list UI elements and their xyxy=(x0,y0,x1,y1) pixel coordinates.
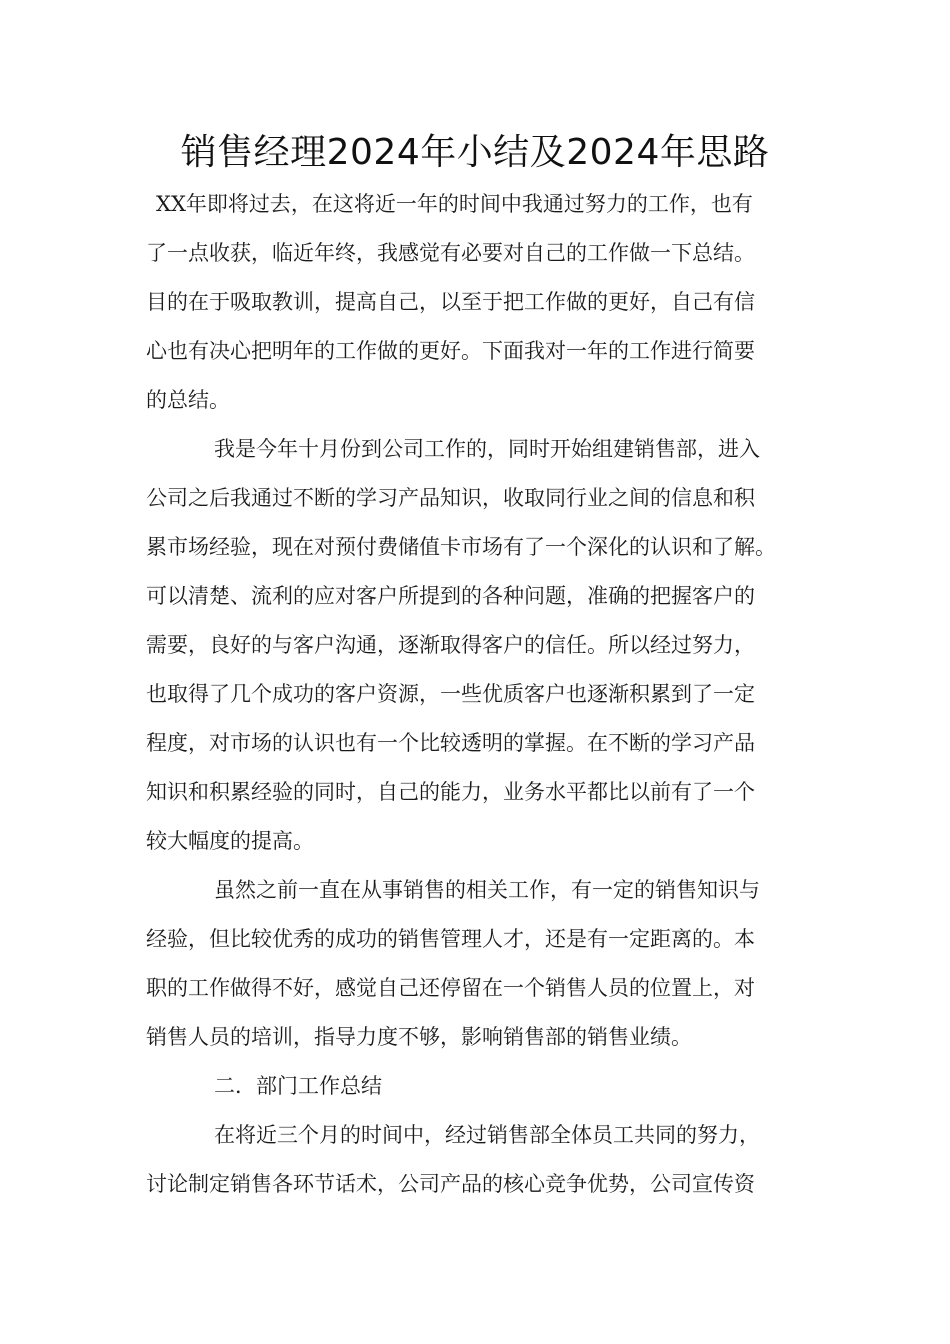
paragraph-line: 目的在于吸取教训，提高自己，以至于把工作做的更好，自己有信 xyxy=(146,290,755,314)
paragraph-line: 程度，对市场的认识也有一个比较透明的掌握。在不断的学习产品 xyxy=(146,731,755,755)
paragraph-line: 心也有决心把明年的工作做的更好。下面我对一年的工作进行简要 xyxy=(146,339,755,363)
paragraph-line: XX年即将过去，在这将近一年的时间中我通过努力的工作，也有 xyxy=(156,192,753,216)
document-title: 销售经理2024年小结及2024年思路 xyxy=(180,132,770,173)
paragraph-line: 在将近三个月的时间中，经过销售部全体员工共同的努力， xyxy=(214,1123,760,1147)
document-body xyxy=(146,180,836,1209)
paragraph-line: 我是今年十月份到公司工作的，同时开始组建销售部，进入 xyxy=(214,437,760,461)
paragraph-line: 的总结。 xyxy=(146,388,230,412)
paragraph-line: 虽然之前一直在从事销售的相关工作，有一定的销售知识与 xyxy=(214,878,760,902)
paragraph-line: 职的工作做得不好，感觉自己还停留在一个销售人员的位置上，对 xyxy=(146,976,755,1000)
paragraph-line: 也取得了几个成功的客户资源，一些优质客户也逐渐积累到了一定 xyxy=(146,682,755,706)
paragraph-line: 公司之后我通过不断的学习产品知识，收取同行业之间的信息和积 xyxy=(146,486,755,510)
paragraph-line: 累市场经验，现在对预付费储值卡市场有了一个深化的认识和了解。 xyxy=(146,535,776,559)
section-heading: 二．部门工作总结 xyxy=(214,1074,382,1098)
paragraph-line: 讨论制定销售各环节话术，公司产品的核心竞争优势，公司宣传资 xyxy=(146,1172,755,1196)
paragraph-line: 知识和积累经验的同时，自己的能力，业务水平都比以前有了一个 xyxy=(146,780,755,804)
paragraph-line: 经验，但比较优秀的成功的销售管理人才，还是有一定距离的。本 xyxy=(146,927,755,951)
paragraph-line: 较大幅度的提高。 xyxy=(146,829,314,853)
paragraph-line: 可以清楚、流利的应对客户所提到的各种问题，准确的把握客户的 xyxy=(146,584,755,608)
paragraph-line: 需要，良好的与客户沟通，逐渐取得客户的信任。所以经过努力， xyxy=(146,633,755,657)
paragraph-line: 销售人员的培训，指导力度不够，影响销售部的销售业绩。 xyxy=(146,1025,692,1049)
paragraph-line: 了一点收获，临近年终，我感觉有必要对自己的工作做一下总结。 xyxy=(146,241,755,265)
